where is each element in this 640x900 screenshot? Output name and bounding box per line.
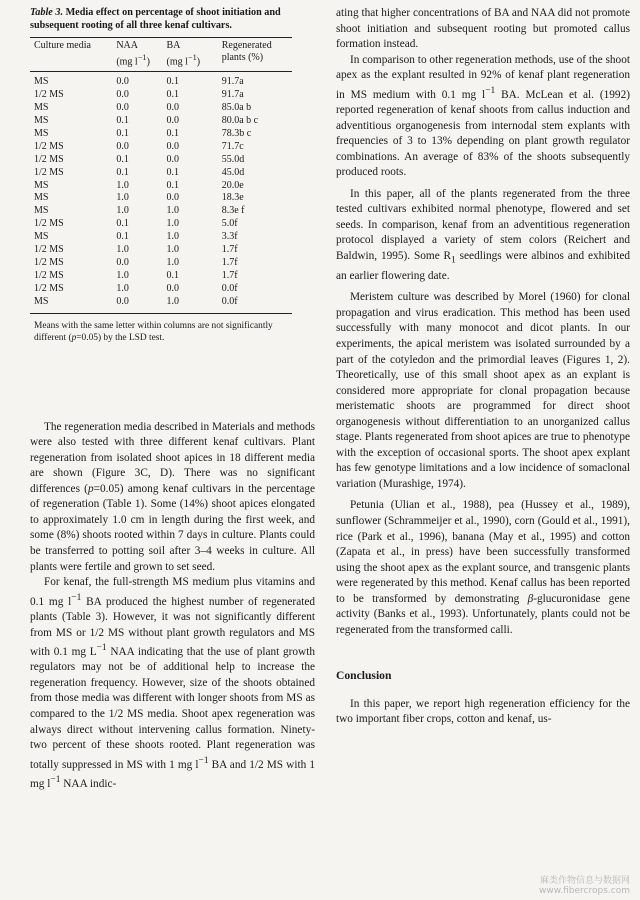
header-culture-media: Culture media [34, 40, 91, 51]
cell-naa: 0.0 [116, 295, 129, 307]
cell-naa: 0.0 [116, 140, 129, 152]
cell-regenerated: 78.3b c [221, 127, 252, 139]
cell-culture-media: 1/2 MS [34, 140, 64, 152]
cell-ba: 0.0 [166, 192, 180, 204]
cell-ba: 0.1 [166, 166, 180, 178]
cell-naa: 1.0 [116, 192, 129, 204]
cell-culture-media: MS [34, 76, 49, 88]
cell-regenerated: 91.7a [221, 76, 244, 88]
cell-ba: 0.1 [166, 76, 180, 88]
cell-culture-media: MS [34, 231, 49, 243]
cell-ba: 1.0 [166, 244, 180, 256]
cell-naa: 0.1 [116, 218, 129, 230]
table-row [30, 72, 292, 89]
cell-regenerated: 45.0d [221, 166, 245, 178]
cell-culture-media: 1/2 MS [34, 153, 64, 165]
cell-culture-media: 1/2 MS [34, 257, 64, 269]
cell-regenerated: 8.3e f [221, 205, 245, 217]
cell-naa: 1.0 [116, 244, 129, 256]
cell-regenerated: 20.0e [221, 179, 244, 191]
table-row [30, 180, 292, 193]
table-row [30, 283, 292, 296]
paragraph-conclusion: In this paper, we report high regeneration efficiency for the two important fiber crops, cotton and kenaf, us- [336, 697, 630, 726]
cell-ba: 0.0 [166, 115, 180, 127]
left-column [30, 6, 315, 792]
cell-regenerated: 0.0f [221, 295, 238, 307]
paragraph-meristem-culture: Meristem culture was described by Morel (1960) for clonal propagation and virus eradication. This method has been used successfully with many monocot and dicot plants. In our experiments, the apical meristem was isolated surrounded by a part of the cotyledon and the primordial leaves (Figures 1, 2). Theoretically, use of this small shoot apex as an explant is considered more appropriate for clonal propagation because meristematic shoots are programmed for direct shoot organogenesis without differentiation to an unorganized callus stage. Plants regenerated from shoot apices are true to phenotype with the exception of occasional sports. The shoot apex explant has few genotype limitations and a low incidence of somaclonal variation (Murashige, 1974). [336, 291, 630, 490]
cell-naa: 0.1 [116, 115, 129, 127]
left-body-text [30, 420, 315, 793]
cell-culture-media: 1/2 MS [34, 269, 64, 281]
cell-regenerated: 1.7f [221, 257, 238, 269]
cell-culture-media: 1/2 MS [34, 282, 64, 294]
cell-regenerated: 91.7a [221, 89, 244, 101]
cell-culture-media: MS [34, 205, 49, 217]
cell-naa: 0.1 [116, 153, 129, 165]
cell-naa: 1.0 [116, 205, 129, 217]
table-row [30, 115, 292, 128]
cell-culture-media: 1/2 MS [34, 166, 64, 178]
cell-ba: 0.0 [166, 282, 180, 294]
table-row [30, 257, 292, 270]
table-header-row [30, 38, 292, 72]
cell-regenerated: 55.0d [221, 153, 245, 165]
cell-regenerated: 71.7c [221, 140, 244, 152]
table-row [30, 205, 292, 218]
table-caption [30, 6, 315, 32]
watermark-line-1: 麻类作物信息与数据网 [539, 876, 630, 886]
cell-culture-media: MS [34, 115, 49, 127]
cell-regenerated: 80.0a b c [221, 115, 259, 127]
cell-naa: 0.0 [116, 257, 129, 269]
paragraph-comparison-methods: In comparison to other regeneration methods, use of the shoot apex as the explant resulted in 92% of kenaf plant regeneration in MS medium with 0.1 mg $l^{-1}$ BA. McLean et al. (1992) reported regeneration of kenaf shoots from callus induction and adventitious organogenesis from internodal stem explants with frequencies of 3 to 13% depending on plant growth regulator combinations. An average of 83% of the shoots subsequently produced roots. [336, 53, 630, 179]
table-footnote: Means with the same letter within columns are not significantly different (p=0.05) by the LSD test. [34, 320, 273, 343]
table-row [30, 89, 292, 102]
table-row [30, 231, 292, 244]
cell-culture-media: 1/2 MS [34, 244, 64, 256]
cell-naa: 1.0 [116, 282, 129, 294]
cell-ba: 1.0 [166, 218, 180, 230]
site-watermark [539, 876, 630, 896]
cell-ba: 0.1 [166, 269, 180, 281]
paragraph-transformation: Petunia (Ulian et al., 1988), pea (Hussey et al., 1989), sunflower (Schrammeijer et al., 1990), corn (Gould et al., 1991), rice (Park et al., 1996), banana (May et al., 1995) and cotton (Zapata et al., in press) have been successfully transformed using the shoot apex as the explant source, and transgenic plants were regenerated by this method. Kenaf callus has been reported to be transformed by demonstrating β-glucuronidase gene activity (Banks et al., 1993). Unfortunately, plants could not be regenerated from the transformed calli. [336, 499, 630, 636]
paragraph-regeneration-media: The regeneration media described in Materials and methods were also tested with three different kenaf cultivars. Plant regeneration from isolated shoot apices in 18 different media are shown (Figure 3C, D). There was no significant differences (p=0.05) among kenaf cultivars in the percentage of regeneration (Table 1). Some (14%) shoot apices elongated to approximately 1.0 cm in length during the first week, and some (8%) shoots rooted within 7 days in culture. Plants could be transferred to potting soil after 3–4 weeks in culture. All plants were fertile and grown to set seed. [30, 420, 315, 573]
watermark-line-2: www.fibercrops.com [539, 886, 630, 896]
paragraph-kenaf-media: For kenaf, the full-strength MS medium plus vitamins and 0.1 mg $l^{-1}$ BA produced the highest number of regenerated plants (Table 3). However, it was not significantly different from MS or 1/2 MS without plant growth regulators and MS with 0.1 mg $L^{-1}$ NAA indicating that the use of plant growth regulators may not be of additional help to increase the regeneration frequency. However, size of the shoots obtained from those media was different with longer shoots from MS as compared to the 1/2 MS media. Shoot apex regeneration was always direct without intervening callus formation. Ninety-two percent of these shoots rooted. Plant regeneration was totally suppressed in MS with 1 mg $l^{-1}$ BA and 1/2 MS with 1 mg $l^{-1}$ NAA indic- [30, 576, 316, 790]
header-regenerated-plants: Regenerated plants (%) [221, 40, 272, 63]
cell-naa: 0.1 [116, 231, 129, 243]
cell-regenerated: 3.3f [221, 231, 238, 243]
cell-culture-media: MS [34, 179, 49, 191]
media-effect-table [30, 37, 292, 314]
paragraph-callus-formation: ating that higher concentrations of BA and NAA did not promote shoot initiation and subsequent rooting but promoted callus formation instead. [336, 7, 630, 51]
cell-culture-media: MS [34, 295, 49, 307]
cell-naa: 0.0 [116, 89, 129, 101]
table-body [30, 72, 292, 313]
cell-culture-media: MS [34, 102, 49, 114]
cell-ba: 0.0 [166, 140, 180, 152]
table-row [30, 141, 292, 154]
table-row [30, 218, 292, 231]
table-caption-text: Media effect on percentage of shoot initiation and subsequent rooting of all three kenaf cultivars. [30, 7, 281, 31]
cell-regenerated: 5.0f [221, 218, 238, 230]
cell-naa: 0.0 [116, 102, 129, 114]
cell-ba: 0.0 [166, 153, 180, 165]
cell-naa: 0.1 [116, 127, 129, 139]
cell-ba: 0.1 [166, 179, 180, 191]
table-row [30, 167, 292, 180]
table-row [30, 102, 292, 115]
cell-naa: 1.0 [116, 269, 129, 281]
cell-ba: 0.1 [166, 127, 180, 139]
cell-ba: 0.0 [166, 102, 180, 114]
cell-naa: 1.0 [116, 179, 129, 191]
cell-ba: 1.0 [166, 231, 180, 243]
cell-regenerated: 18.3e [221, 192, 244, 204]
table-row [30, 154, 292, 167]
conclusion-heading: Conclusion [336, 669, 392, 683]
table-row [30, 296, 292, 313]
table-row [30, 244, 292, 257]
header-naa: NAA (mg $l^{-1}$) [116, 40, 150, 68]
cell-ba: 0.1 [166, 89, 180, 101]
paragraph-phenotype: In this paper, all of the plants regenerated from the three tested cultivars exhibited normal phenotype, flowered and set seeds. In comparison, kenaf from an adventitious regeneration protocol displayed a variety of stem colors (Reichert and Baldwin, 1995). Some $R_1$ seedlings were albinos and exhibited an earlier flowering date. [336, 187, 630, 282]
cell-regenerated: 0.0f [221, 282, 238, 294]
table-row [30, 128, 292, 141]
cell-culture-media: 1/2 MS [34, 89, 64, 101]
cell-ba: 1.0 [166, 295, 180, 307]
cell-ba: 1.0 [166, 257, 180, 269]
cell-ba: 1.0 [166, 205, 180, 217]
cell-regenerated: 1.7f [221, 244, 238, 256]
header-ba: BA (mg $l^{-1}$) [166, 40, 201, 68]
cell-regenerated: 1.7f [221, 269, 238, 281]
cell-culture-media: 1/2 MS [34, 218, 64, 230]
cell-culture-media: MS [34, 192, 49, 204]
cell-regenerated: 85.0a b [221, 102, 252, 114]
cell-culture-media: MS [34, 127, 49, 139]
cell-naa: 0.1 [116, 166, 129, 178]
right-column [336, 6, 630, 728]
table-label: Table 3. [30, 7, 64, 18]
cell-naa: 0.0 [116, 76, 129, 88]
table-row [30, 192, 292, 205]
table-row [30, 270, 292, 283]
